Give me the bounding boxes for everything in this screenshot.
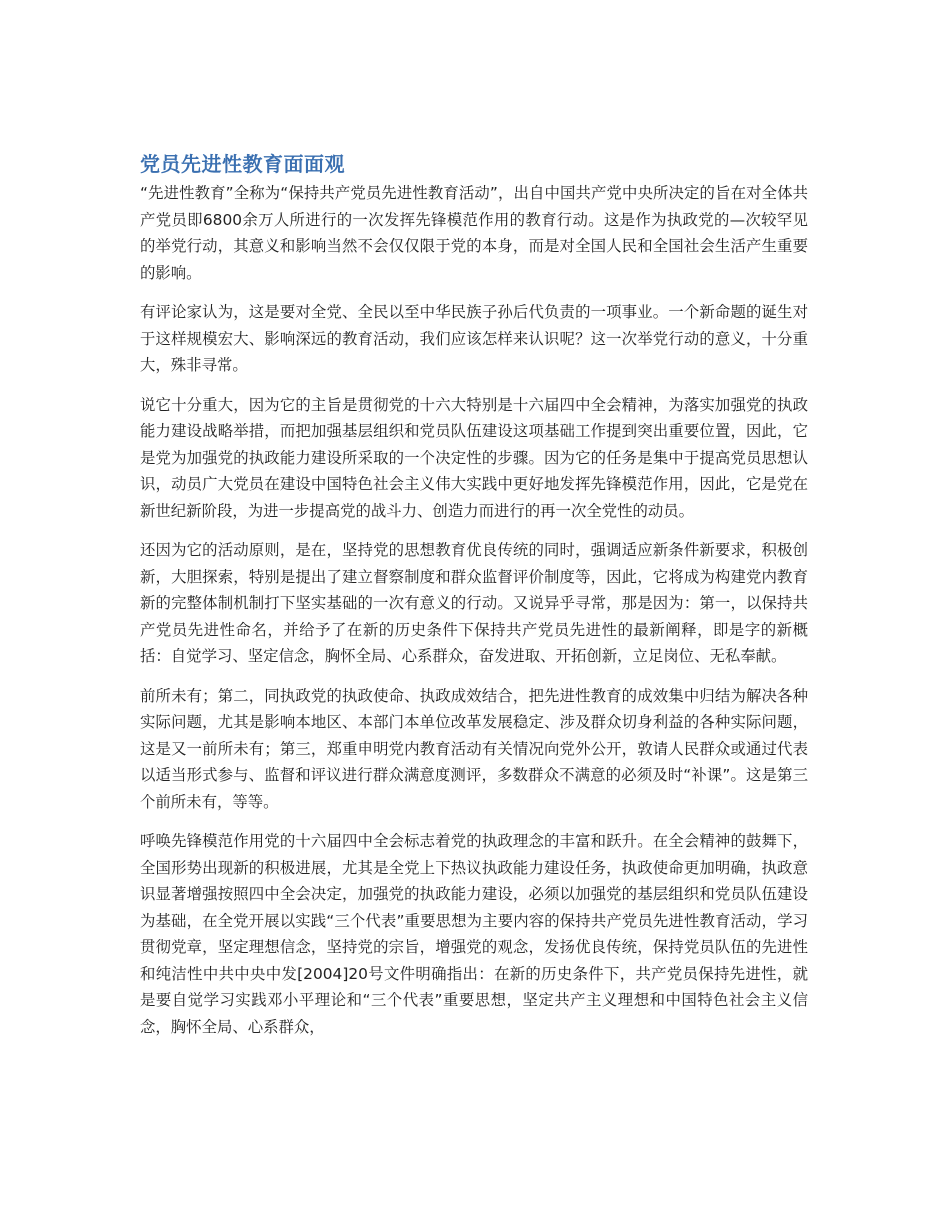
paragraph-1: “先进性教育”全称为“保持共产党员先进性教育活动”，出自中国共产党中央所决定的旨在对全体共产党员即6800余万人所进行的一次发挥先锋模范作用的教育行动。这是作为执政党的—次较罕见的举党行动，其意义和影响当然不会仅仅限于党的本身，而是对全国人民和全国社会生活产生重要的影响。 [140,184,808,282]
document-title: 党员先进性教育面面观 [140,152,345,176]
paragraph-4: 还因为它的活动原则，是在，坚持党的思想教育优良传统的同时，强调适应新条件新要求，积极创新，大胆探索，特别是提出了建立督察制度和群众监督评价制度等，因此，它将成为构建党内教育新的完整体制机制打下坚实基础的一次有意义的行动。又说异乎寻常，那是因为：第一，以保持共产党员先进性命名，并给予了在新的历史条件下保持共产党员先进性的最新阐释，即是字的新概括：自觉学习、坚定信念，胸怀全局、心系群众，奋发进取、开拓创新，立足岗位、无私奉献。 [140,541,808,665]
paragraph-6: 呼唤先锋模范作用党的十六届四中全会标志着党的执政理念的丰富和跃升。在全会精神的鼓舞下，全国形势出现新的积极进展，尤其是全党上下热议执政能力建设任务，执政使命更加明确，执政意识显著增强按照四中全会决定，加强党的执政能力建设，必须以加强党的基层组织和党员队伍建设为基础，在全党开展以实践“三个代表”重要思想为主要内容的保持共产党员先进性教育活动，学习贯彻党章，坚定理想信念，坚持党的宗旨，增强党的观念，发扬优良传统，保持党员队伍的先进性和纯洁性中共中央中发[2004]20号文件明确指出：在新的历史条件下，共产党员保持先进性，就是要自觉学习实践邓小平理论和“三个代表”重要思想，坚定共产主义理想和中国特色社会主义信念，胸怀全局、心系群众， [140,832,808,1036]
paragraph-2: 有评论家认为，这是要对全党、全民以至中华民族子孙后代负责的一项事业。一个新命题的诞生对于这样规模宏大、影响深远的教育活动，我们应该怎样来认识呢？这一次举党行动的意义，十分重大，殊非寻常。 [140,303,808,374]
paragraph-3: 说它十分重大，因为它的主旨是贯彻党的十六大特别是十六届四中全会精神，为落实加强党的执政能力建设战略举措，而把加强基层组织和党员队伍建设这项基础工作提到突出重要位置，因此，它是党为加强党的执政能力建设所采取的一个决定性的步骤。因为它的任务是集中于提高党员思想认识，动员广大党员在建设中国特色社会主义伟大实践中更好地发挥先锋模范作用，因此，它是党在新世纪新阶段，为进一步提高党的战斗力、创造力而进行的再一次全党性的动员。 [140,395,808,520]
document-body [140,150,808,1053]
paragraph-5: 前所未有；第二，同执政党的执政使命、执政成效结合，把先进性教育的成效集中归结为解决各种实际问题，尤其是影响本地区、本部门本单位改革发展稳定、涉及群众切身利益的各种实际问题，这是又一前所未有；第三，郑重申明党内教育活动有关情况向党外公开，敦请人民群众或通过代表以适当形式参与、监督和评议进行群众满意度测评，多数群众不满意的必须及时“补课”。这是第三个前所未有，等等。 [140,686,808,811]
